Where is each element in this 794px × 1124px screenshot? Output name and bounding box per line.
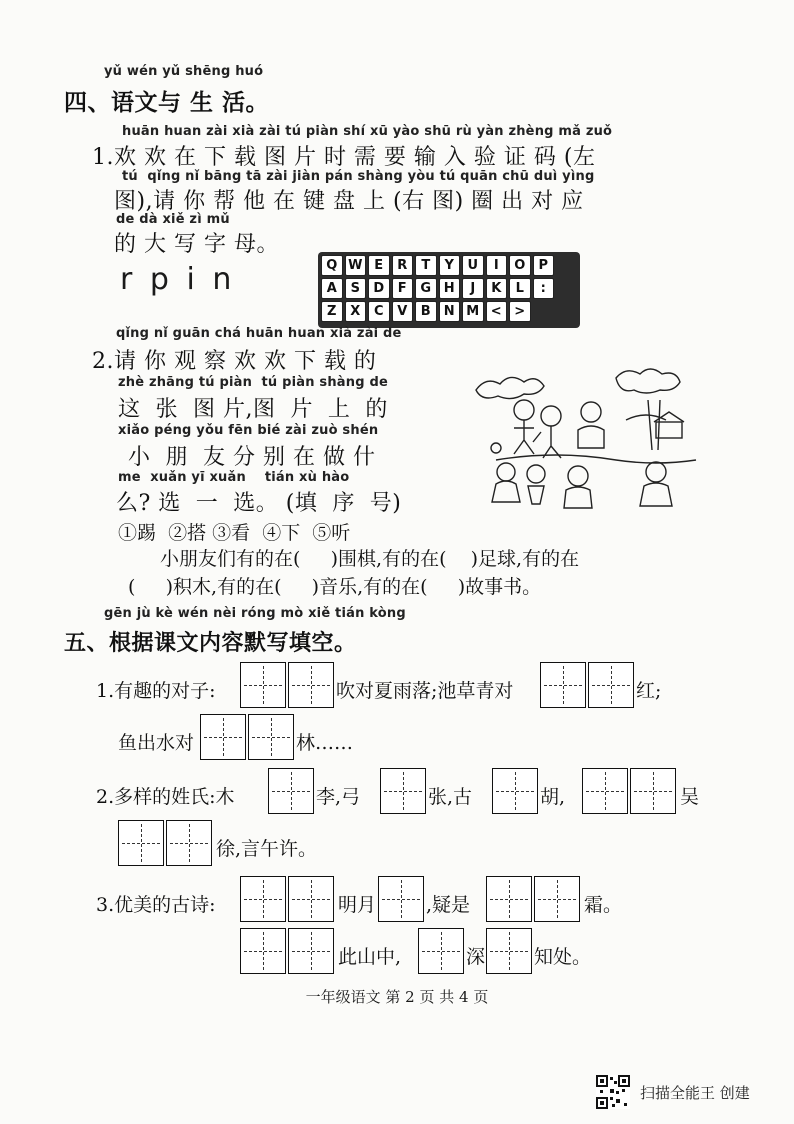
q5-1-mid: 吹对夏雨落;池草青对 [336,680,514,702]
section4-title: 四、语文与 生 活。 [64,89,270,116]
keyboard-key: M [462,301,484,322]
q2-fill-line-1: 小朋友们有的在( )围棋,有的在( )足球,有的在 [160,548,580,570]
page-footer: 一年级语文 第 2 页 共 4 页 [305,988,489,1006]
keyboard-key: S [345,278,367,299]
q2-pinyin-2: zhè zhāng tú piàn tú piàn shàng de [118,375,388,390]
keyboard-key: > [509,301,531,322]
q5-3-line2-seg1: 此山中, [338,946,402,968]
keyboard-key: U [462,255,484,276]
q2-pinyin-4: me xuǎn yī xuǎn tián xù hào [118,470,350,485]
q5-3-line2-seg3: 知处。 [534,946,592,968]
keyboard-key: I [486,255,508,276]
keyboard-key: E [368,255,390,276]
q2-pinyin-1: qǐng nǐ guān chá huān huan xià zài de [116,326,402,341]
q5-2-seg3: 胡, [540,786,566,808]
q5-3-prefix: 3.优美的古诗: [96,894,216,916]
q5-2-seg2: 张,古 [428,786,473,808]
keyboard-key: J [462,278,484,299]
q1-pinyin-1: huān huan zài xià zài tú piàn shí xū yào shū rù yàn zhèng mǎ zuǒ [122,124,613,139]
q5-3-answer-6[interactable] [486,928,532,974]
q5-3-answer-4[interactable] [240,928,334,974]
q5-3-answer-2[interactable] [378,876,424,922]
keyboard-key: B [415,301,437,322]
keyboard-key: V [392,301,414,322]
q5-2-answer-5[interactable] [118,820,212,866]
qr-code-icon [596,1075,630,1109]
section5-title: 五、根据课文内容默写填空。 [64,630,357,656]
keyboard-key: X [345,301,367,322]
q5-3-answer-3[interactable] [486,876,580,922]
q2-options: ①踢 ②搭 ③看 ④下 ⑤听 [118,522,351,544]
q1-line-1: 1.欢 欢 在 下 载 图 片 时 需 要 输 入 验 证 码 (左 [92,145,596,170]
keyboard-key: C [368,301,390,322]
q5-2-answer-2[interactable] [380,768,426,814]
keyboard-key: Z [321,301,343,322]
q5-2-answer-3[interactable] [492,768,538,814]
q1-pinyin-2: tú qǐng nǐ bāng tā zài jiàn pán shàng yòu tú quān chū duì yìng [122,169,595,184]
q1-pinyin-3: de dà xiě zì mǔ [116,212,230,227]
q5-1-answer-1[interactable] [240,662,334,708]
keyboard-key: H [439,278,461,299]
q5-2-seg4: 吴 [680,786,700,808]
q5-1-end: 红; [636,680,662,702]
keyboard-key: A [321,278,343,299]
q5-3-seg3: 霜。 [584,894,623,916]
keyboard-key: W [345,255,367,276]
children-playing-illustration [466,360,706,530]
q5-1-answer-3[interactable] [200,714,294,760]
q5-3-seg2: ,疑是 [426,894,471,916]
section4-pinyin: yǔ wén yǔ shēng huó [104,64,264,79]
section5-pinyin: gēn jù kè wén nèi róng mò xiě tián kòng [104,606,406,621]
q5-3-seg1: 明月 [338,894,377,916]
q1-line-2: 图),请 你 帮 他 在 键 盘 上 (右 图) 圈 出 对 应 [114,189,584,214]
q5-2-answer-1[interactable] [268,768,314,814]
q2-line-4: 么? 选 一 选。 (填 序 号) [116,491,402,516]
keyboard-key: O [509,255,531,276]
keyboard-key: < [486,301,508,322]
keyboard-key: G [415,278,437,299]
keyboard-image [318,252,580,328]
q2-line-1: 2.请 你 观 察 欢 欢 下 载 的 [92,349,377,374]
keyboard-key: P [533,255,555,276]
keyboard-key: Q [321,255,343,276]
captcha-text: r p i n [120,262,236,297]
q5-2-line2-end: 徐,言午许。 [216,838,318,860]
q2-line-2: 这 张 图 片,图 片 上 的 [118,397,388,422]
keyboard-key: : [533,278,555,299]
q5-3-line2-seg2: 深 [466,946,486,968]
q5-2-seg1: 李,弓 [316,786,361,808]
q5-1-line2-end: 林…… [296,732,354,754]
scanner-brand-label: 扫描全能王 创建 [640,1084,750,1102]
keyboard-key: L [509,278,531,299]
q5-3-answer-5[interactable] [418,928,464,974]
q1-line-3: 的 大 写 字 母。 [114,232,279,257]
q2-pinyin-3: xiǎo péng yǒu fēn bié zài zuò shén [118,423,379,438]
q5-2-prefix: 2.多样的姓氏:木 [96,786,235,808]
keyboard-key: N [439,301,461,322]
q5-1-prefix: 1.有趣的对子: [96,680,216,702]
keyboard-key: T [415,255,437,276]
keyboard-key: D [368,278,390,299]
q5-3-answer-1[interactable] [240,876,334,922]
q2-fill-line-2: ( )积木,有的在( )音乐,有的在( )故事书。 [128,576,542,598]
keyboard-key: Y [439,255,461,276]
q5-2-answer-4[interactable] [582,768,676,814]
q5-1-answer-2[interactable] [540,662,634,708]
q2-line-3: 小 朋 友 分 别 在 做 什 [128,445,376,470]
keyboard-key: K [486,278,508,299]
keyboard-key: F [392,278,414,299]
keyboard-key: R [392,255,414,276]
q5-1-line2-prefix: 鱼出水对 [118,732,195,754]
